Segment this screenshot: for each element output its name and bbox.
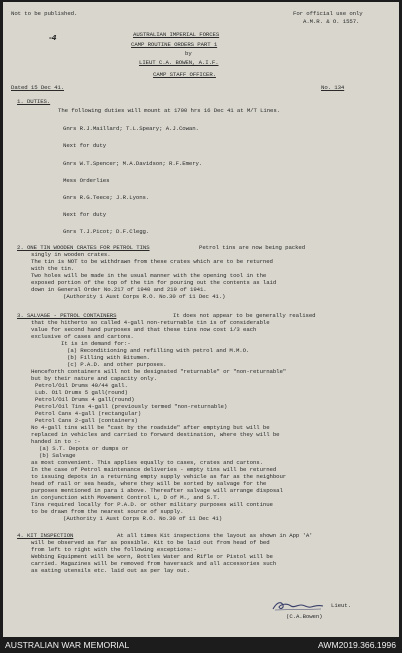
section-4-line: will be observed as far as possible. Kit to be laid out from head of bed	[31, 539, 270, 546]
section-4-line: carried. Magazines will be removed from haversack and all accessories such	[31, 560, 277, 567]
section-3-line: as most convenient. This applies equally to cases, crates and cartons.	[31, 459, 263, 466]
section-3-line: to be drawn from the nearest source of supply.	[31, 508, 184, 515]
order-number: No. 134	[321, 84, 345, 91]
section-4-line: At all times Kit inspections the layout as shown in App 'A'	[117, 532, 313, 539]
section-3-line: No 4-gall tins will be "cast by the roadside" after emptying but will be	[31, 424, 270, 431]
section-1-mess-names: Gnrs R.G.Teece; J.R.Lyons.	[63, 194, 150, 201]
section-1-next-label-2: Next for duty	[63, 211, 107, 218]
section-3-line: but by their nature and capacity only.	[31, 375, 157, 382]
section-3-list-item: (b) Salvage	[39, 452, 76, 459]
section-1-mess-label: Mess Orderlies	[63, 177, 110, 184]
section-3-line: to issuing depots in a returning empty supply vehicle as far as the neighbour	[31, 473, 287, 480]
not-published-note: Not to be published.	[11, 10, 78, 17]
handwritten-mark: -4	[49, 34, 57, 42]
section-3-line: exclusive of cases and cartons.	[31, 333, 134, 340]
archive-footer	[0, 637, 402, 653]
section-1-next-mess: Gnrs T.J.Picot; D.F.Clegg.	[63, 228, 150, 235]
section-3-list-item: (a) S.T. Depots or dumps or	[39, 445, 129, 452]
section-2-line: singly in wooden crates.	[31, 251, 111, 258]
title-line-1: AUSTRALIAN IMPERIAL FORCES	[133, 31, 220, 38]
signature-name: (C.A.Bowen)	[286, 613, 323, 620]
section-3-container-type: Petrol/Oil Drums 40/44 gall.	[35, 382, 128, 389]
section-3-container-type: Petrol Cans 4-gall (rectangular)	[35, 410, 142, 417]
section-3-heading: 3. SALVAGE - PETROL CONTAINERS	[17, 312, 117, 319]
section-3-container-type: Lub. Oil Drums 5 gall(round)	[35, 389, 128, 396]
footer-accession: AWM2019.366.1996	[317, 640, 396, 650]
section-1-heading: 1. DUTIES.	[17, 98, 51, 105]
dated-line: Dated 15 Dec 41.	[11, 84, 65, 91]
section-3-line: handed in to :-	[31, 438, 81, 445]
section-4-heading: 4. KIT INSPECTION	[17, 532, 74, 539]
section-3-line: purposes mentioned in para 1 above. Thereafter salvage will arrange disposal	[31, 487, 283, 494]
section-3-list-item: (a) Reconditioning and refilling with petrol and M.M.O.	[67, 347, 250, 354]
section-3-line: head of rail or sea heads, where they will be sorted by salvage for the	[31, 480, 267, 487]
title-role: CAMP STAFF OFFICER.	[153, 71, 216, 78]
signature	[271, 599, 325, 613]
section-2-authority: (Authority 1 Aust Corps R.O. No.30 of 11 Dec 41.)	[63, 293, 226, 300]
title-officer: LIEUT C.A. BOWEN, A.I.F.	[139, 59, 219, 66]
document-page	[3, 2, 399, 637]
section-4-line: from left to right with the following exceptions:-	[31, 546, 197, 553]
section-3-line: It is in demand for:-	[61, 340, 131, 347]
section-1-next-guards: Gnrs W.T.Spencer; M.A.Davidson; R.F.Emery.	[63, 160, 203, 167]
form-reference: A.M.R. & O. 1557.	[303, 18, 360, 25]
section-2-line: Petrol tins are now being packed	[199, 244, 306, 251]
section-3-container-type: Petrol/Oil Tins 4-gall (previously termed "non-returnable)	[35, 403, 228, 410]
section-3-line: value for second hand purposes and that these tins now cost 1/3 each	[31, 326, 257, 333]
section-2-heading: 2. ONE TIN WOODEN CRATES FOR PETROL TINS	[17, 244, 150, 251]
section-3-line: that the hitherto so called 4-gall non-returnable tin is of considerable	[31, 319, 270, 326]
title-by: by	[185, 50, 192, 57]
section-4-line: Webbing Equipment will be worn, Bottles Water and Rifle or Pistol will be	[31, 553, 273, 560]
section-3-line: It does not appear to be generally realised	[173, 312, 316, 319]
title-line-2: CAMP ROUTINE ORDERS PART 1	[131, 41, 218, 48]
section-1-guards: Gnrs R.J.Maillard; T.L.Speary; A.J.Cowan.	[63, 125, 199, 132]
section-2-line: down in General Order No.217 of 1940 and 219 of 1941.	[31, 286, 207, 293]
section-2-line: exposed portion of the top of the tin for pouring out the contents as laid	[31, 279, 277, 286]
section-3-authority: (Authority 1 Aust Corps R.O. No.30 of 11 Dec 41)	[63, 515, 223, 522]
section-2-line: The tin is NOT to be withdrawn from these crates which are to be returned	[31, 258, 273, 265]
signature-rank: Lieut.	[331, 602, 351, 609]
section-3-list-item: (b) Filling with Bitumen.	[67, 354, 150, 361]
official-use-note: For official use only	[293, 10, 363, 17]
section-3-line: In the case of Petrol maintenance deliveries - empty tins will be returned	[31, 466, 277, 473]
section-3-container-type: Petrol/Oil Drums 4 gall(round)	[35, 396, 135, 403]
section-3-list-item: (c) P.A.D. and other purposes.	[67, 361, 167, 368]
section-2-line: with the tin.	[31, 265, 75, 272]
section-3-line: Henceforth containers will not be designated "returnable" or "non-returnable"	[31, 368, 287, 375]
section-2-line: Two holes will be made in the usual manner with the opening tool in the	[31, 272, 267, 279]
section-3-line: replaced in vehicles and carried to forward destination, where they will be	[31, 431, 280, 438]
footer-institution: AUSTRALIAN WAR MEMORIAL	[5, 640, 130, 650]
section-1-intro: The following duties will mount at 1700 hrs 16 Dec 41 at M/T Lines.	[58, 107, 280, 114]
section-3-container-type: Petrol Cans 2-gall (containers)	[35, 417, 138, 424]
section-3-line: in conjunction with Movement Control L, D of M., and S.T.	[31, 494, 220, 501]
section-3-line: Tins required locally for P.A.D. or other military purposes will continue	[31, 501, 273, 508]
section-4-line: as eating utensils etc. laid out as per lay out.	[31, 567, 191, 574]
section-1-next-label: Next for duty	[63, 142, 107, 149]
